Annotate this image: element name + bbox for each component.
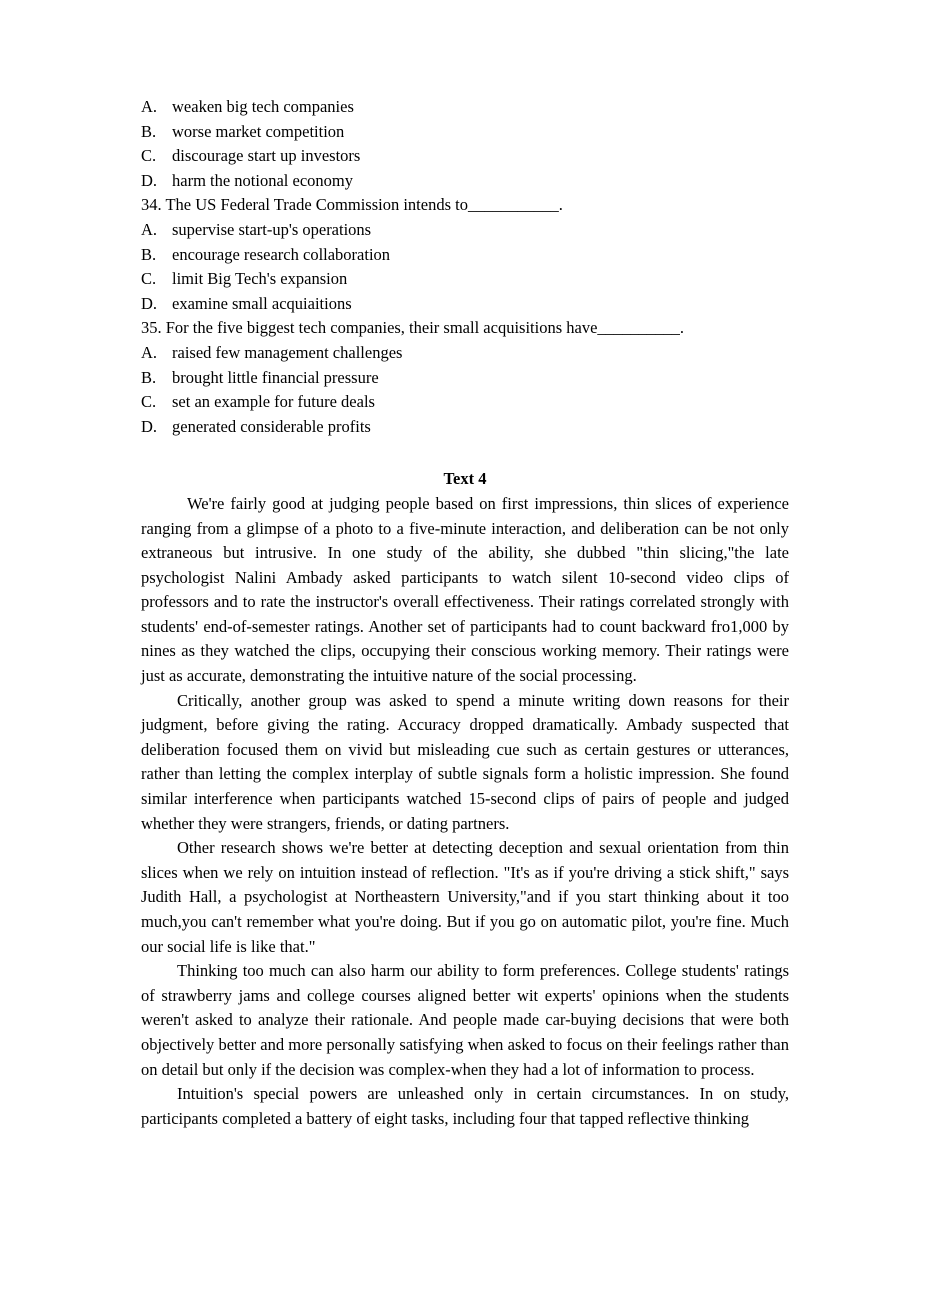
option-text: limit Big Tech's expansion bbox=[172, 269, 348, 289]
option-row bbox=[141, 415, 789, 440]
passage-paragraph-1: We're fairly good at judging people based on first impressions, thin slices of experience ranging from a glimpse of a photo to a five-minute interaction, and deliberation can be not only extraneous but intrusive. In one study of the ability, she dubbed "thin slicing,"the late psychologist Nalini Ambady asked participants to watch silent 10-second video clips of professors and to rate the instructor's overall effectiveness. Their ratings correlated strongly with students' end-of-semester ratings. Another set of participants had to count backward fro1,000 by nines as they watched the clips, occupying their conscious working memory. Their ratings were just as accurate, demonstrating the intuitive nature of the social processing. bbox=[141, 493, 789, 686]
option-text: worse market competition bbox=[172, 121, 345, 141]
option-row bbox=[141, 95, 789, 120]
option-row bbox=[141, 243, 789, 268]
exam-content bbox=[141, 95, 789, 1131]
option-text: generated considerable profits bbox=[172, 416, 371, 436]
passage-heading: Text 4 bbox=[443, 469, 487, 489]
option-text: set an example for future deals bbox=[172, 392, 375, 412]
question-33-options bbox=[141, 95, 789, 193]
option-row bbox=[141, 267, 789, 292]
question-34 bbox=[141, 193, 789, 316]
option-row bbox=[141, 390, 789, 415]
option-text: discourage start up investors bbox=[172, 146, 361, 166]
passage-text-4 bbox=[141, 467, 789, 1131]
option-text: raised few management challenges bbox=[172, 342, 403, 362]
option-label: D. bbox=[141, 416, 158, 436]
option-label: A. bbox=[141, 97, 158, 116]
option-row bbox=[141, 366, 789, 391]
option-label: B. bbox=[141, 121, 157, 141]
passage-paragraph-4: Thinking too much can also harm our ability to form preferences. College students' ratings of strawberry jams and college courses aligned better wit experts' opinions when the students weren't asked to analyze their rationale. And people made car-buying decisions that were both objectively better and more personally satisfying when asked to focus on their feelings rather than on detail but only if the decision was complex-when they had a lot of information to process. bbox=[141, 961, 789, 1079]
option-label: B. bbox=[141, 367, 157, 387]
option-text: brought little financial pressure bbox=[172, 367, 379, 387]
option-text: harm the notional economy bbox=[172, 170, 353, 190]
option-text: encourage research collaboration bbox=[172, 244, 391, 264]
passage-paragraph-5: Intuition's special powers are unleashed only in certain circumstances. In on study, participants completed a battery of eight tasks, including four that tapped reflective thinking bbox=[141, 1084, 789, 1128]
option-label: A. bbox=[141, 342, 158, 362]
option-row bbox=[141, 169, 789, 194]
option-label: D. bbox=[141, 170, 158, 190]
option-label: C. bbox=[141, 269, 157, 289]
option-row bbox=[141, 218, 789, 243]
option-label: D. bbox=[141, 293, 158, 313]
question-35 bbox=[141, 316, 789, 439]
option-row bbox=[141, 292, 789, 317]
option-text: supervise start-up's operations bbox=[172, 219, 372, 239]
option-label: C. bbox=[141, 146, 157, 166]
option-row bbox=[141, 120, 789, 145]
question-34-stem: 34. The US Federal Trade Commission intends to___________. bbox=[141, 195, 563, 215]
passage-paragraph-2: Critically, another group was asked to spend a minute writing down reasons for their judgment, before giving the rating. Accuracy dropped dramatically. Ambady suspected that deliberation focused them on vivid but misleading cue such as certain gestures or utterances, rather than letting the complex interplay of subtle signals form a holistic impression. She found similar interference when participants watched 15-second clips of pairs of people and judged whether they were strangers, friends, or dating partners. bbox=[141, 690, 789, 833]
option-label: C. bbox=[141, 392, 157, 412]
option-label: A. bbox=[141, 219, 158, 239]
option-row bbox=[141, 341, 789, 366]
option-text: weaken big tech companies bbox=[172, 97, 354, 116]
option-label: B. bbox=[141, 244, 157, 264]
option-text: examine small acquiaitions bbox=[172, 293, 352, 313]
option-row bbox=[141, 144, 789, 169]
passage-paragraph-3: Other research shows we're better at detecting deception and sexual orientation from thin slices when we rely on intuition instead of reflection. "It's as if you're driving a stick shift," says Judith Hall, a psychologist at Northeastern University,"and if you start thinking about it too much,you can't remember what you're doing. But if you go on automatic pilot, you're fine. Much our social life is like that." bbox=[141, 838, 789, 956]
question-35-stem: 35. For the five biggest tech companies, their small acquisitions have__________. bbox=[141, 318, 685, 338]
